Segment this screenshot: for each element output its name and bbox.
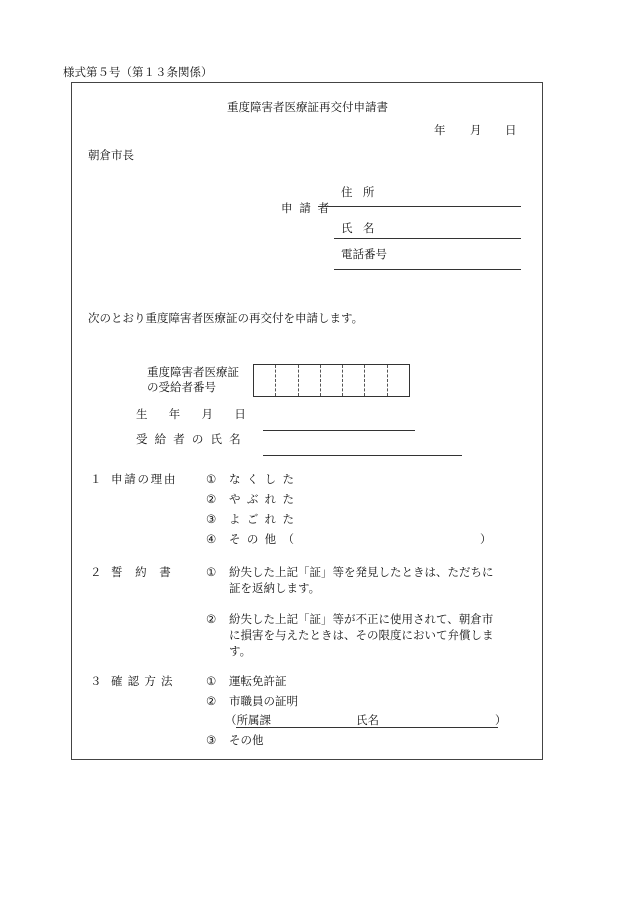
reason-close-paren: ） (480, 532, 492, 546)
reason-mark-3: ③ (206, 512, 217, 526)
verify-option-2: 市職員の証明 (229, 694, 298, 708)
addressee: 朝倉市長 (88, 148, 134, 162)
form-title: 重度障害者医療証再交付申請書 (227, 100, 388, 114)
section-2-number: ２ (90, 565, 102, 579)
reason-option-2: やぶれた (229, 492, 301, 506)
name-line (334, 238, 521, 239)
birthdate-label: 生年月日 (136, 407, 268, 421)
staff-name-line (236, 727, 498, 728)
birthdate-line (263, 430, 415, 431)
pledge-mark-1: ① (206, 565, 217, 579)
verify-mark-2: ② (206, 694, 217, 708)
recipient-number-label-2: の受給者番号 (147, 380, 216, 394)
section-1-label: 申請の理由 (111, 472, 178, 486)
form-number: 様式第５号（第１３条関係） (63, 65, 213, 79)
reason-mark-2: ② (206, 492, 217, 506)
address-label: 住所 (341, 185, 385, 199)
reason-option-1: なくした (229, 472, 301, 486)
recipient-number-box[interactable] (253, 364, 410, 397)
pledge-mark-2: ② (206, 612, 217, 626)
number-cell (276, 365, 298, 396)
dept-close: ） (495, 713, 507, 727)
pledge-1-line-2: 証を返納します。 (229, 581, 321, 595)
pledge-2-line-3: す。 (229, 644, 252, 658)
section-3-number: ３ (90, 674, 102, 688)
number-cell (388, 365, 409, 396)
staff-name-label: 氏名 (356, 713, 379, 727)
date-month: 月 (470, 123, 482, 137)
verify-option-1: 運転免許証 (229, 674, 287, 688)
number-cell (321, 365, 343, 396)
section-1-number: １ (90, 472, 102, 486)
pledge-1-line-1: 紛失した上記「証」等を発見したときは、ただちに (229, 565, 494, 579)
phone-label: 電話番号 (341, 247, 387, 261)
reason-option-4: その他（ (229, 532, 301, 546)
dept-open: （所属課 (225, 713, 271, 727)
verify-option-3: その他 (229, 733, 264, 747)
recipient-name-line (263, 455, 462, 456)
address-line (318, 206, 521, 207)
number-cell (365, 365, 387, 396)
pledge-2-line-1: 紛失した上記「証」等が不正に使用されて、朝倉市 (229, 612, 494, 626)
recipient-name-label: 受給者の氏名 (136, 432, 248, 446)
reason-option-3: よごれた (229, 512, 301, 526)
reason-mark-4: ④ (206, 532, 217, 546)
name-label: 氏名 (341, 221, 385, 235)
reason-mark-1: ① (206, 472, 217, 486)
applicant-label: 申請者 (281, 201, 337, 215)
pledge-2-line-2: に損害を与えたときは、その限度において弁償しま (229, 628, 494, 642)
recipient-number-label-1: 重度障害者医療証 (147, 365, 239, 379)
date-day: 日 (505, 123, 517, 137)
section-2-label: 誓約書 (111, 565, 184, 579)
intro-text: 次のとおり重度障害者医療証の再交付を申請します。 (88, 311, 364, 325)
verify-mark-1: ① (206, 674, 217, 688)
number-cell (299, 365, 321, 396)
number-cell (254, 365, 276, 396)
section-3-label: 確認方法 (111, 674, 178, 688)
phone-line (334, 269, 521, 270)
date-year: 年 (434, 123, 456, 137)
verify-mark-3: ③ (206, 733, 217, 747)
number-cell (343, 365, 365, 396)
